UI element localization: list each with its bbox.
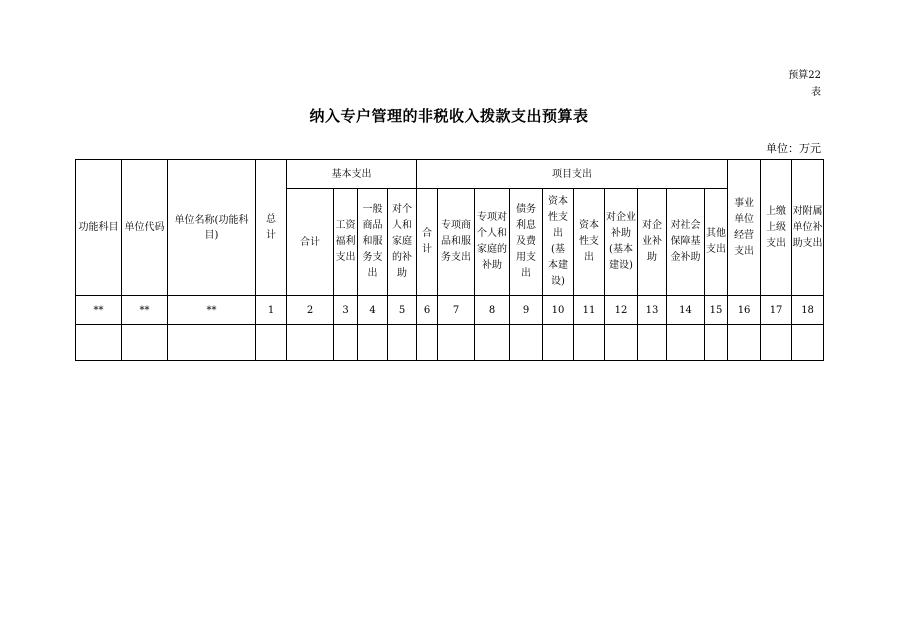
data-cell	[76, 325, 122, 361]
index-cell: 14	[667, 296, 705, 325]
header-enterprise: 对企业补助	[638, 189, 667, 296]
index-cell: 2	[287, 296, 334, 325]
header-proj-sum: 合计	[417, 189, 438, 296]
index-cell: **	[122, 296, 168, 325]
data-cell	[543, 325, 574, 361]
data-row	[76, 325, 824, 361]
data-cell	[334, 325, 358, 361]
data-cell	[605, 325, 638, 361]
header-total: 总计	[256, 160, 287, 296]
index-cell: 7	[438, 296, 475, 325]
data-cell	[510, 325, 543, 361]
data-cell	[574, 325, 605, 361]
index-cell: 13	[638, 296, 667, 325]
index-row	[76, 296, 824, 325]
index-cell: 8	[475, 296, 510, 325]
data-cell	[388, 325, 417, 361]
header-proj-goods: 专项商品和服务支出	[438, 189, 475, 296]
index-cell: 9	[510, 296, 543, 325]
index-cell: 3	[334, 296, 358, 325]
header-goods: 一般商品和服务支出	[358, 189, 388, 296]
page-title: 纳入专户管理的非税收入拨款支出预算表	[309, 107, 589, 125]
data-cell	[792, 325, 824, 361]
header-project-group: 项目支出	[417, 160, 728, 189]
header-salary: 工资福利支出	[334, 189, 358, 296]
index-cell: 4	[358, 296, 388, 325]
header-social-fund: 对社会保障基金补助	[667, 189, 705, 296]
header-capital: 资本性支出	[574, 189, 605, 296]
header-other: 其他支出	[705, 189, 728, 296]
index-cell: **	[76, 296, 122, 325]
data-cell	[438, 325, 475, 361]
header-capital-construct: 资本性支出(基本建设)	[543, 189, 574, 296]
header-subordinate: 对附属单位补助支出	[792, 160, 824, 296]
header-basic-sum: 合计	[287, 189, 334, 296]
data-cell	[475, 325, 510, 361]
data-cell	[728, 325, 761, 361]
index-cell: 6	[417, 296, 438, 325]
index-cell: 10	[543, 296, 574, 325]
header-personal: 对个人和家庭的补助	[388, 189, 417, 296]
data-cell	[705, 325, 728, 361]
index-cell: 12	[605, 296, 638, 325]
index-cell: 17	[761, 296, 792, 325]
header-debt: 债务利息及费用支出	[510, 189, 543, 296]
unit-label: 单位：万元	[766, 142, 821, 155]
index-cell: 11	[574, 296, 605, 325]
data-cell	[667, 325, 705, 361]
data-cell	[287, 325, 334, 361]
data-cell	[122, 325, 168, 361]
index-cell: 15	[705, 296, 728, 325]
header-business: 事业单位经营支出	[728, 160, 761, 296]
header-enterprise-construct: 对企业补助(基本建设)	[605, 189, 638, 296]
budget-table	[75, 159, 824, 361]
header-unit-code: 单位代码	[122, 160, 168, 296]
index-cell: **	[168, 296, 256, 325]
header-basic-group: 基本支出	[287, 160, 417, 189]
form-ref-suffix: 表	[811, 87, 821, 98]
data-cell	[417, 325, 438, 361]
header-func-subject: 功能科目	[76, 160, 122, 296]
index-cell: 5	[388, 296, 417, 325]
index-cell: 16	[728, 296, 761, 325]
index-cell: 18	[792, 296, 824, 325]
data-cell	[358, 325, 388, 361]
index-cell: 1	[256, 296, 287, 325]
data-cell	[761, 325, 792, 361]
header-unit-name: 单位名称(功能科目)	[168, 160, 256, 296]
header-proj-personal: 专项对个人和家庭的补助	[475, 189, 510, 296]
data-cell	[256, 325, 287, 361]
form-ref: 预算22	[788, 70, 821, 81]
data-cell	[168, 325, 256, 361]
data-cell	[638, 325, 667, 361]
header-superior: 上缴上级支出	[761, 160, 792, 296]
